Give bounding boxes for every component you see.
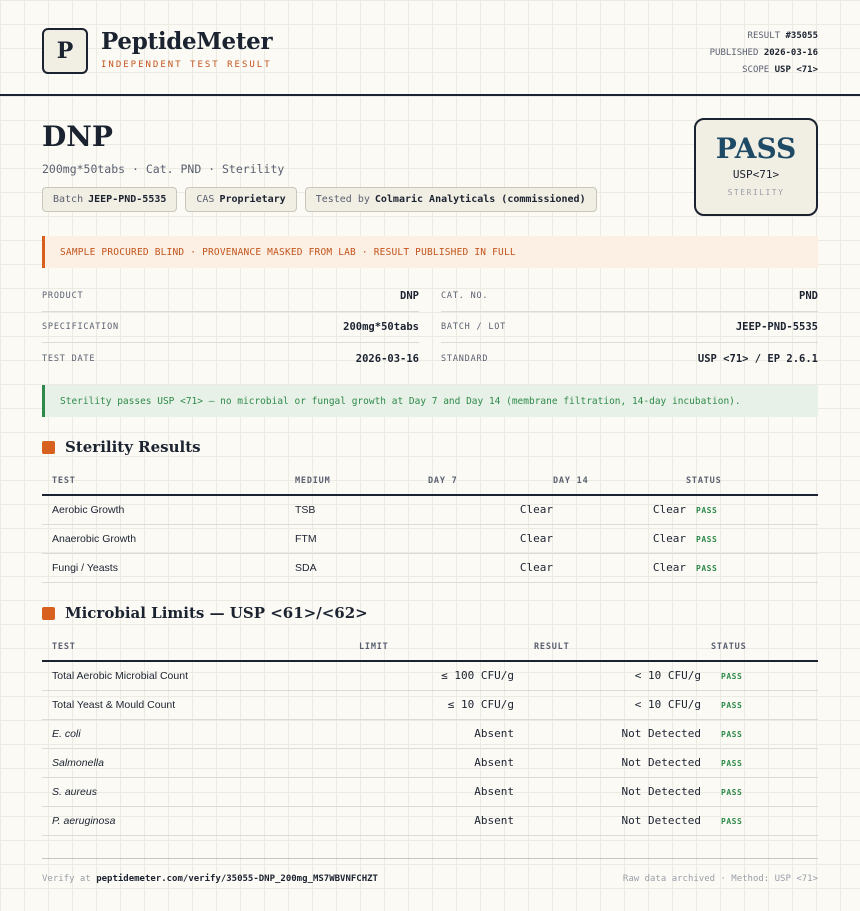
published-label: PUBLISHED	[709, 48, 759, 58]
info-label: SPECIFICATION	[42, 322, 119, 332]
test-name: Anaerobic Growth	[42, 524, 295, 553]
verify-line	[42, 874, 378, 884]
day14-result: Clear	[553, 524, 686, 553]
status-badge: PASS	[696, 534, 718, 544]
section-title-text: Sterility Results	[65, 438, 201, 456]
scope-line	[710, 62, 818, 79]
verdict-standard: USP<71>	[732, 168, 780, 181]
chip-value: Colmaric Analyticals (commissioned)	[374, 194, 586, 205]
table-row	[42, 690, 818, 719]
section-marker-icon	[42, 441, 55, 454]
info-label: STANDARD	[441, 353, 489, 364]
published-line	[710, 45, 818, 62]
table-row	[42, 719, 818, 748]
medium: FTM	[295, 524, 428, 553]
column-header: DAY 14	[553, 467, 686, 495]
info-label: CAT. NO.	[441, 291, 489, 301]
test-name: Fungi / Yeasts	[42, 553, 295, 582]
test-name: Aerobic Growth	[42, 495, 295, 524]
table-header-row	[42, 467, 818, 495]
batch-chip	[42, 187, 177, 212]
column-header: MEDIUM	[295, 467, 428, 495]
cas-chip	[185, 187, 296, 212]
result: Not Detected	[514, 777, 701, 806]
section-title-text: Microbial Limits — USP <61>/<62>	[65, 604, 368, 622]
info-value: 2026-03-16	[355, 352, 419, 365]
procurement-notice: SAMPLE PROCURED BLIND · PROVENANCE MASKED FROM LAB · RESULT PUBLISHED IN FULL	[42, 236, 818, 268]
table-row	[42, 553, 818, 582]
limit: Absent	[349, 719, 514, 748]
info-value: 200mg*50tabs	[343, 321, 419, 333]
limit: Absent	[349, 777, 514, 806]
info-row	[42, 343, 419, 374]
result-summary: Sterility passes USP <71> — no microbial or fungal growth at Day 7 and Day 14 (membrane filtration, 14-day incubation).	[42, 385, 818, 417]
day14-result: Clear	[553, 553, 686, 582]
info-row	[42, 312, 419, 343]
tested-by-chip	[305, 187, 597, 212]
verdict-text: PASS	[715, 132, 797, 165]
result-label: RESULT	[747, 31, 781, 41]
result: < 10 CFU/g	[514, 690, 701, 719]
medium: TSB	[295, 495, 428, 524]
status-badge: PASS	[721, 729, 743, 739]
chip-label: CAS	[196, 194, 215, 205]
column-header: STATUS	[701, 633, 818, 661]
status-badge: PASS	[696, 563, 718, 573]
footer-method-note: Raw data archived · Method: USP <71>	[622, 874, 818, 884]
info-row	[42, 281, 419, 312]
table-row	[42, 806, 818, 835]
table-header-row	[42, 633, 818, 661]
report-header	[0, 0, 860, 96]
result: Not Detected	[514, 806, 701, 835]
limit: ≤ 100 CFU/g	[349, 661, 514, 690]
test-name: S. aureus	[42, 777, 349, 806]
sterility-section-title	[42, 438, 201, 456]
day14-result: Clear	[553, 495, 686, 524]
status-badge: PASS	[721, 758, 743, 768]
microbial-section-title	[42, 604, 368, 622]
test-name: Total Aerobic Microbial Count	[42, 661, 349, 690]
result-number-line	[710, 28, 818, 45]
info-grid-right	[441, 281, 818, 374]
chip-value: Proprietary	[219, 194, 286, 205]
section-marker-icon	[42, 607, 55, 620]
test-name: Total Yeast & Mould Count	[42, 690, 349, 719]
status-badge: PASS	[721, 671, 743, 681]
verify-label: Verify at	[42, 874, 91, 884]
limit: Absent	[349, 748, 514, 777]
column-header: TEST	[42, 633, 349, 661]
result-number: #35055	[785, 31, 818, 41]
product-title: DNP	[42, 120, 113, 153]
test-name: Salmonella	[42, 748, 349, 777]
result: Not Detected	[514, 719, 701, 748]
day7-result: Clear	[428, 524, 553, 553]
brand-name: PeptideMeter	[101, 28, 273, 55]
published-date: 2026-03-16	[763, 48, 818, 58]
verdict-scope: STERILITY	[727, 188, 785, 197]
test-name: E. coli	[42, 719, 349, 748]
info-value: DNP	[400, 290, 419, 302]
column-header: TEST	[42, 467, 295, 495]
info-row	[441, 343, 818, 374]
info-value: USP <71> / EP 2.6.1	[697, 352, 818, 365]
medium: SDA	[295, 553, 428, 582]
verify-link[interactable]: peptidemeter.com/verify/35055-DNP_200mg_MS7WBVNFCHZT	[96, 874, 378, 884]
info-value: PND	[799, 290, 818, 302]
status-badge: PASS	[721, 787, 743, 797]
column-header: STATUS	[686, 467, 818, 495]
brand-tagline: INDEPENDENT TEST RESULT	[101, 60, 272, 70]
chip-label: Batch	[53, 194, 84, 205]
scope-label: SCOPE	[742, 65, 770, 75]
scope-value: USP <71>	[774, 65, 818, 75]
pass-badge	[694, 118, 818, 216]
table-row	[42, 777, 818, 806]
day7-result: Clear	[428, 553, 553, 582]
day7-result: Clear	[428, 495, 553, 524]
result: Not Detected	[514, 748, 701, 777]
column-header: DAY 7	[428, 467, 553, 495]
logo-mark: P	[42, 28, 88, 74]
sterility-table	[42, 467, 818, 583]
product-chips	[42, 187, 597, 212]
microbial-limits-table	[42, 633, 818, 836]
chip-value: JEEP-PND-5535	[88, 194, 167, 205]
table-row	[42, 495, 818, 524]
test-name: P. aeruginosa	[42, 806, 349, 835]
status-badge: PASS	[696, 505, 718, 515]
info-row	[441, 312, 818, 343]
table-row	[42, 524, 818, 553]
table-row	[42, 748, 818, 777]
report-meta	[710, 28, 818, 79]
limit: ≤ 10 CFU/g	[349, 690, 514, 719]
product-subtitle: 200mg*50tabs · Cat. PND · Sterility	[42, 162, 285, 176]
chip-label: Tested by	[315, 194, 370, 205]
info-label: BATCH / LOT	[441, 322, 507, 332]
report-footer	[42, 858, 818, 884]
column-header: RESULT	[514, 633, 701, 661]
status-badge: PASS	[721, 700, 743, 710]
column-header: LIMIT	[349, 633, 514, 661]
info-row	[441, 281, 818, 312]
info-value: JEEP-PND-5535	[735, 321, 818, 333]
status-badge: PASS	[721, 816, 743, 826]
limit: Absent	[349, 806, 514, 835]
info-label: TEST DATE	[42, 353, 96, 364]
info-label: PRODUCT	[42, 291, 84, 301]
result: < 10 CFU/g	[514, 661, 701, 690]
table-row	[42, 661, 818, 690]
info-grid-left	[42, 281, 419, 374]
